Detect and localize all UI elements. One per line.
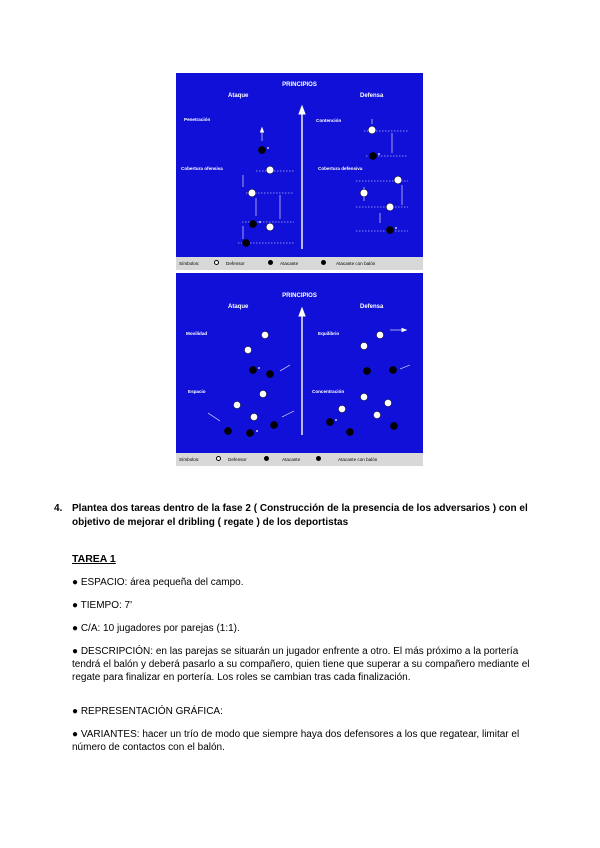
- label-penetracion: Penetración: [184, 117, 211, 122]
- task-title: TAREA 1: [72, 553, 116, 565]
- principles-figure-bottom: [176, 273, 423, 467]
- column-heading-attack: Ataque: [228, 304, 249, 310]
- figure-title: PRINCIPIOS: [282, 293, 317, 299]
- task-item-descripcion: ● DESCRIPCIÓN: en las parejas se situarán un jugador enfrente a otro. El más próximo a la portería tendrá el balón y deberá pasarlo a su compañero, quien tiene que superar a su compañero mediante el regate para finalizar en portería. Los roles se cambian tras cada finalización.: [72, 646, 530, 683]
- principles-figure-top: [176, 73, 423, 270]
- legend-prefix: Símbolos:: [179, 457, 200, 462]
- legend-atacante-balon: Atacante con balón: [336, 261, 376, 266]
- legend-prefix: Símbolos:: [179, 261, 200, 266]
- attacker-with-ball-symbol-icon: [321, 260, 326, 265]
- attacker-symbol-icon: [268, 260, 273, 265]
- label-contencion: Contención: [316, 118, 342, 123]
- label-concentracion: Concentración: [312, 389, 345, 394]
- task-item-espacio: ● ESPACIO: área pequeña del campo.: [72, 577, 244, 588]
- task-item-ca: ● C/A: 10 jugadores por parejas (1:1).: [72, 623, 240, 634]
- diagram-top: [176, 73, 423, 257]
- defender-symbol-icon: [216, 456, 221, 461]
- defender-symbol-icon: [214, 260, 219, 265]
- column-heading-defense: Defensa: [360, 93, 384, 99]
- task-item-variantes: ● VARIANTES: hacer un trío de modo que siempre haya dos defensores a los que regatear, limitar el número de contactos con el balón.: [72, 729, 520, 753]
- column-heading-attack: Ataque: [228, 93, 249, 99]
- principles-panel-top: [176, 73, 423, 257]
- principles-panel-bottom: [176, 273, 423, 453]
- legend-defensor: Defensor: [226, 261, 245, 266]
- task-item-representacion: ● REPRESENTACIÓN GRÁFICA:: [72, 706, 223, 717]
- diagram-bottom: [176, 273, 423, 453]
- label-movilidad: Movilidad: [186, 331, 208, 336]
- label-cobertura-ofensiva: Cobertura ofensiva: [181, 166, 223, 171]
- legend-bar-top: [176, 257, 423, 270]
- label-cobertura-defensiva: Cobertura defensiva: [318, 166, 363, 171]
- column-heading-defense: Defensa: [360, 304, 384, 310]
- attacker-with-ball-symbol-icon: [316, 456, 321, 461]
- legend-bar-bottom: [176, 453, 423, 466]
- label-espacio: Espacio: [188, 389, 206, 394]
- section-heading-text: Plantea dos tareas dentro de la fase 2 ( Construcción de la presencia de los adversarios ) con el objetivo de mejorar el dribling ( regate ) de los deportistas: [72, 503, 528, 528]
- section-number: 4.: [54, 503, 63, 514]
- figure-title: PRINCIPIOS: [282, 82, 317, 88]
- legend-atacante: Atacante: [282, 457, 301, 462]
- label-equilibrio: Equilibrio: [318, 331, 340, 336]
- legend-atacante-balon: Atacante con balón: [338, 457, 378, 462]
- legend-defensor: Defensor: [228, 457, 247, 462]
- task-item-tiempo: ● TIEMPO: 7': [72, 600, 132, 611]
- attacker-symbol-icon: [264, 456, 269, 461]
- legend-atacante: Atacante: [280, 261, 299, 266]
